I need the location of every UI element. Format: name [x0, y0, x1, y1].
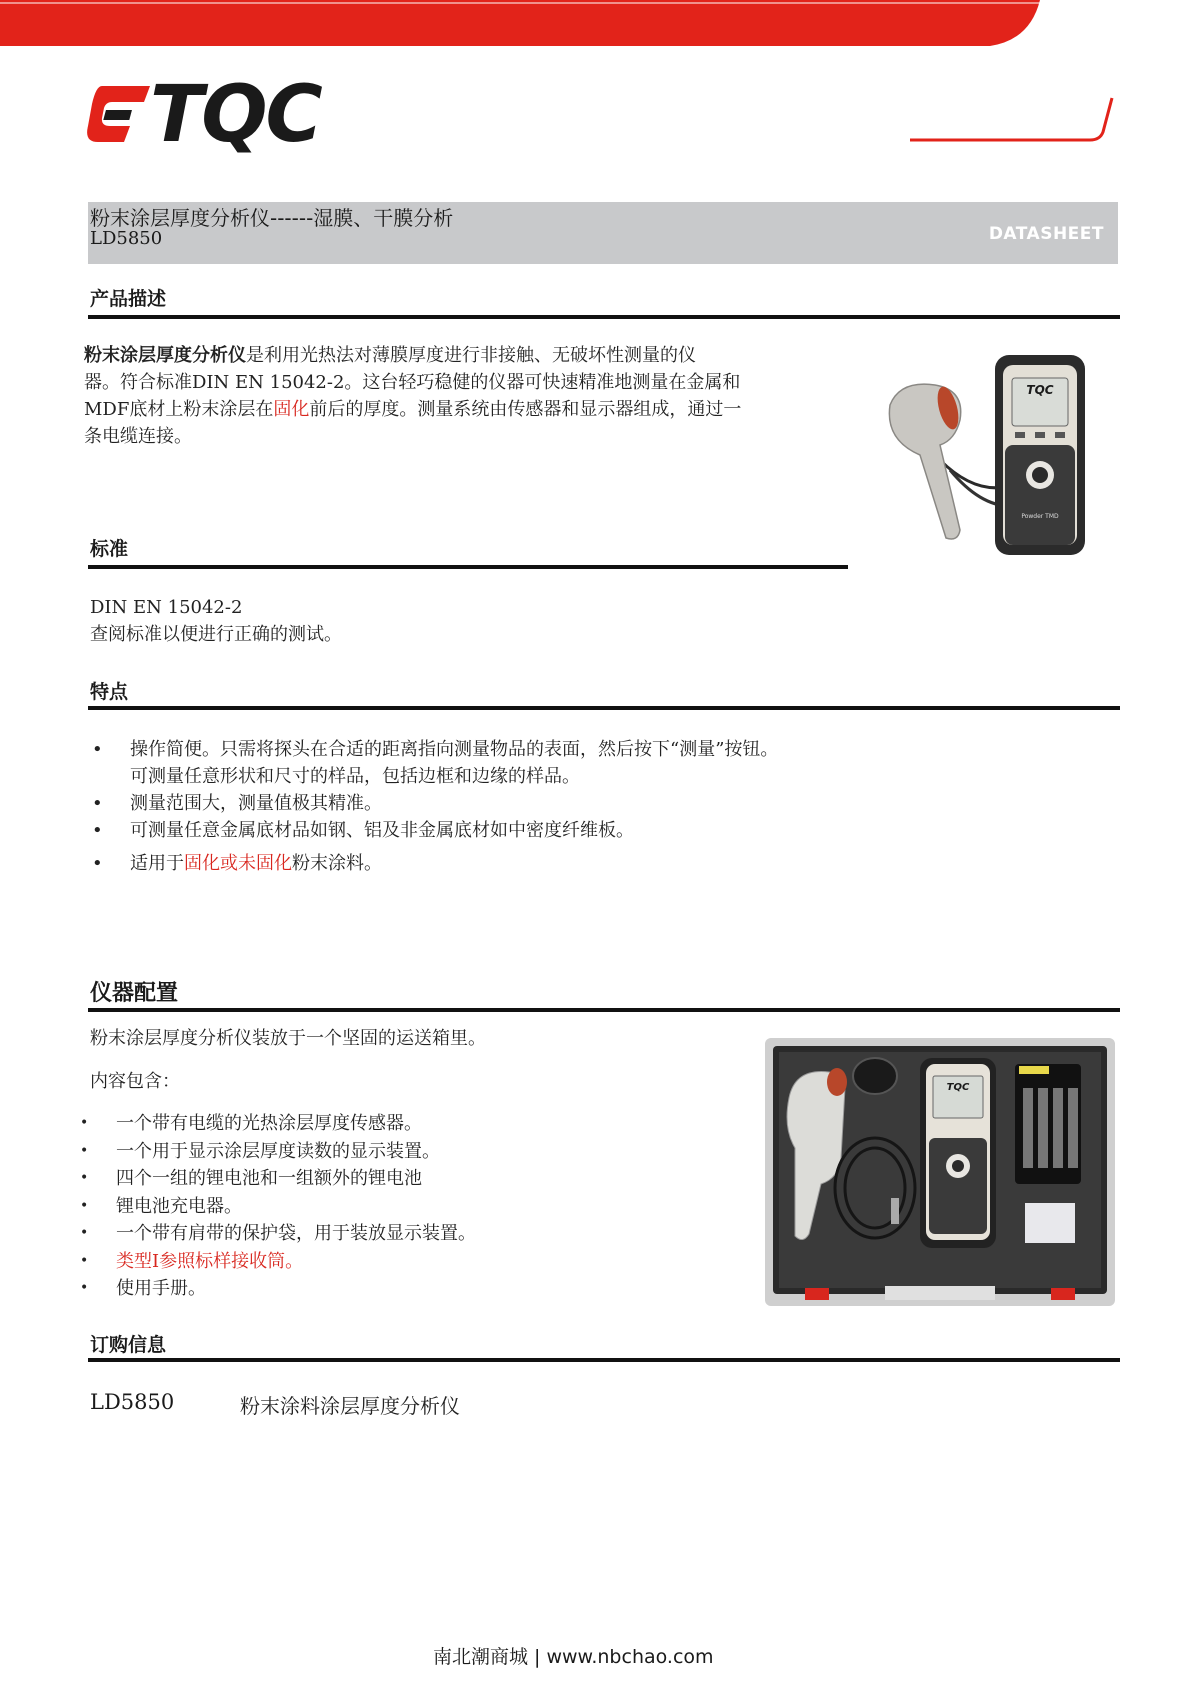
order-description: 粉末涂料涂层厚度分析仪 — [240, 1394, 460, 1418]
list-item — [92, 817, 1092, 844]
description-text: MDF底材上粉末涂层在 — [84, 399, 274, 420]
contents-item-text: 类型Ⅰ参照标样接收筒。 — [116, 1250, 304, 1272]
list-item — [80, 1275, 720, 1303]
section-heading-ordering: 订购信息 — [90, 1334, 167, 1356]
description-line — [84, 369, 854, 396]
section-rule-description — [88, 315, 1120, 319]
bullet-icon: • — [80, 1225, 89, 1241]
description-text: 前后的厚度。测量系统由传感器和显示器组成，通过一 — [309, 399, 742, 420]
feature-text: 可测量任意形状和尺寸的样品，包括边框和边缘的样品。 — [130, 766, 580, 787]
section-rule-ordering — [88, 1358, 1120, 1362]
configuration-intro: 粉末涂层厚度分析仪装放于一个坚固的运送箱里。 — [90, 1028, 486, 1049]
highlight-text: 固化或未固化 — [184, 853, 292, 874]
logo-mark-icon — [84, 80, 154, 150]
description-line — [84, 342, 854, 369]
description-line — [84, 396, 854, 423]
device-product-image — [880, 350, 1120, 570]
description-text: 是利用光热法对薄膜厚度进行非接触、无破坏性测量的仪 — [246, 345, 696, 366]
contents-item-text: 使用手册。 — [116, 1278, 206, 1299]
bullet-icon: • — [80, 1142, 89, 1159]
features-list — [92, 736, 1092, 877]
bullet-icon: • — [80, 1280, 89, 1296]
product-title: 粉末涂层厚度分析仪------湿膜、干膜分析 — [90, 206, 454, 230]
bullet-icon: • — [92, 853, 103, 874]
section-rule-standard — [88, 565, 848, 569]
bullet-icon: • — [80, 1197, 89, 1214]
contents-item-text: 四个一组的锂电池和一组额外的锂电池 — [116, 1168, 422, 1189]
section-heading-configuration: 仪器配置 — [90, 981, 179, 1006]
bullet-icon: • — [92, 739, 103, 760]
feature-text: 测量范围大，测量值极其精准。 — [130, 793, 382, 814]
datasheet-label: DATASHEET — [988, 224, 1104, 244]
description-text: 条电缆连接。 — [84, 426, 192, 447]
feature-text: 可测量任意金属底材品如钢、铝及非金属底材如中密度纤维板。 — [130, 820, 634, 841]
order-code: LD5850 — [90, 1390, 175, 1414]
top-red-banner — [0, 0, 1200, 60]
bullet-icon: • — [80, 1170, 89, 1186]
list-item — [92, 736, 1092, 790]
bullet-icon: • — [80, 1115, 89, 1131]
feature-text: 适用于 — [130, 853, 184, 874]
footer-text: 南北潮商城 | www.nbchao.com — [433, 1646, 714, 1668]
device-brand-label-icon: Powder TMD — [1021, 513, 1059, 520]
contents-label: 内容包含： — [90, 1071, 180, 1092]
list-item — [80, 1165, 720, 1193]
list-item — [92, 790, 1092, 817]
contents-list — [80, 1110, 720, 1303]
list-item — [80, 1220, 720, 1248]
list-item — [80, 1110, 720, 1138]
device-screen-logo-icon: TQC — [1026, 383, 1054, 397]
standard-text — [90, 594, 342, 648]
feature-text: 粉末涂料。 — [292, 853, 382, 874]
contents-item-text: 一个用于显示涂层厚度读数的显示装置。 — [116, 1140, 440, 1162]
product-name-bold: 粉末涂层厚度分析仪 — [84, 345, 246, 366]
contents-item-text: 一个带有肩带的保护袋，用于装放显示装置。 — [116, 1223, 476, 1244]
bullet-icon: • — [92, 820, 103, 841]
description-line — [84, 423, 854, 450]
list-item — [80, 1248, 720, 1276]
logo-wordmark: TQC — [150, 70, 321, 160]
contents-item-text: 锂电池充电器。 — [116, 1195, 242, 1217]
section-rule-features — [88, 706, 1120, 710]
list-item — [80, 1193, 720, 1221]
list-item — [92, 850, 1092, 877]
contents-item-text: 一个带有电缆的光热涂层厚度传感器。 — [116, 1113, 422, 1134]
tqc-logo — [84, 70, 364, 160]
carrying-case-image — [765, 1038, 1115, 1306]
feature-text: 操作简便。只需将探头在合适的距离指向测量物品的表面，然后按下“测量”按钮。 — [130, 739, 779, 760]
product-model: LD5850 — [90, 228, 163, 249]
list-item — [80, 1138, 720, 1166]
case-screen-logo-icon: TQC — [946, 1082, 970, 1093]
description-text: 器。符合标准DIN EN 15042-2。这台轻巧稳健的仪器可快速精准地测量在金属和 — [84, 372, 741, 393]
section-heading-description: 产品描述 — [90, 288, 167, 310]
section-heading-standard: 标准 — [90, 538, 129, 560]
section-rule-configuration — [88, 1008, 1120, 1012]
standard-note: 查阅标准以便进行正确的测试。 — [90, 624, 342, 645]
section-heading-features: 特点 — [90, 681, 129, 703]
bullet-icon: • — [80, 1252, 89, 1269]
highlight-text: 固化 — [273, 399, 310, 420]
title-band — [88, 202, 1118, 264]
corner-hook-decoration — [900, 92, 1120, 152]
bullet-icon: • — [92, 793, 103, 814]
standard-code: DIN EN 15042-2 — [90, 597, 243, 618]
description-paragraph — [84, 342, 854, 450]
